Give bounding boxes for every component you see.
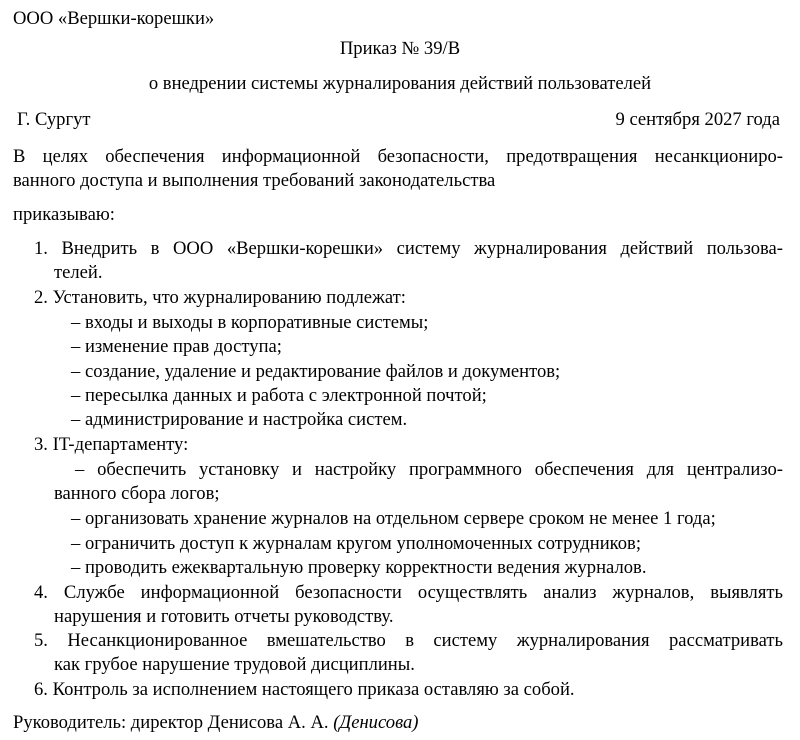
item-2-heading: 2. Установить, что журналированию подлежат: — [34, 287, 406, 308]
item-2-sub-1: – входы и выходы в корпоративные системы; — [71, 312, 429, 333]
order-date: 9 сентября 2027 года — [615, 109, 780, 130]
item-5-line-2: как грубое нарушение трудовой дисциплины. — [54, 654, 415, 675]
item-4-line-2: нарушения и готовить отчеты руководству. — [54, 606, 394, 627]
handwritten-signature: (Денисова) — [333, 712, 419, 733]
item-4-line-1: 4. Службе информационной безопасности осуществлять анализ журналов, выявлять — [34, 582, 783, 603]
item-1-line-1: 1. Внедрить в ООО «Вершки-корешки» систему журналирования действий пользова- — [34, 238, 783, 259]
order-title: Приказ № 39/В — [339, 38, 461, 59]
item-2-sub-2: – изменение прав доступа; — [71, 336, 282, 357]
item-1-line-2: телей. — [54, 262, 103, 283]
order-word: приказываю: — [13, 204, 115, 225]
item-3-sub-1-line-1: – обеспечить установку и настройку программного обеспечения для централизо- — [75, 459, 783, 480]
order-subtitle: о внедрении системы журналирования действий пользователей — [148, 73, 652, 94]
preamble-line-1: В целях обеспечения информационной безопасности, предотвращения несанкциониро- — [13, 146, 783, 167]
item-6-line-1: 6. Контроль за исполнением настоящего приказа оставляю за собой. — [34, 679, 575, 700]
item-2-sub-5: – администрирование и настройка систем. — [71, 409, 408, 430]
item-3-sub-1-line-2: ванного сбора логов; — [54, 483, 220, 504]
item-3-sub-3: – ограничить доступ к журналам кругом уполномоченных сотрудников; — [71, 533, 641, 554]
item-2-sub-3: – создание, удаление и редактирование файлов и документов; — [71, 361, 561, 382]
organization-name: ООО «Вершки-корешки» — [13, 8, 215, 29]
signature-block — [13, 711, 419, 735]
item-5-line-1: 5. Несанкционированное вмешательство в систему журналирования рассматривать — [34, 630, 783, 651]
item-3-sub-4: – проводить ежеквартальную проверку корректности ведения журналов. — [71, 557, 647, 578]
city: Г. Сургут — [17, 109, 91, 130]
preamble-line-2: ванного доступа и выполнения требований законодательства — [13, 170, 496, 191]
item-3-heading: 3. IT-департаменту: — [34, 434, 189, 455]
item-2-sub-4: – пересылка данных и работа с электронной почтой; — [71, 385, 487, 406]
signature-label: Руководитель: директор Денисова А. А. — [13, 712, 329, 733]
item-3-sub-2: – организовать хранение журналов на отдельном сервере сроком не менее 1 года; — [71, 508, 716, 529]
